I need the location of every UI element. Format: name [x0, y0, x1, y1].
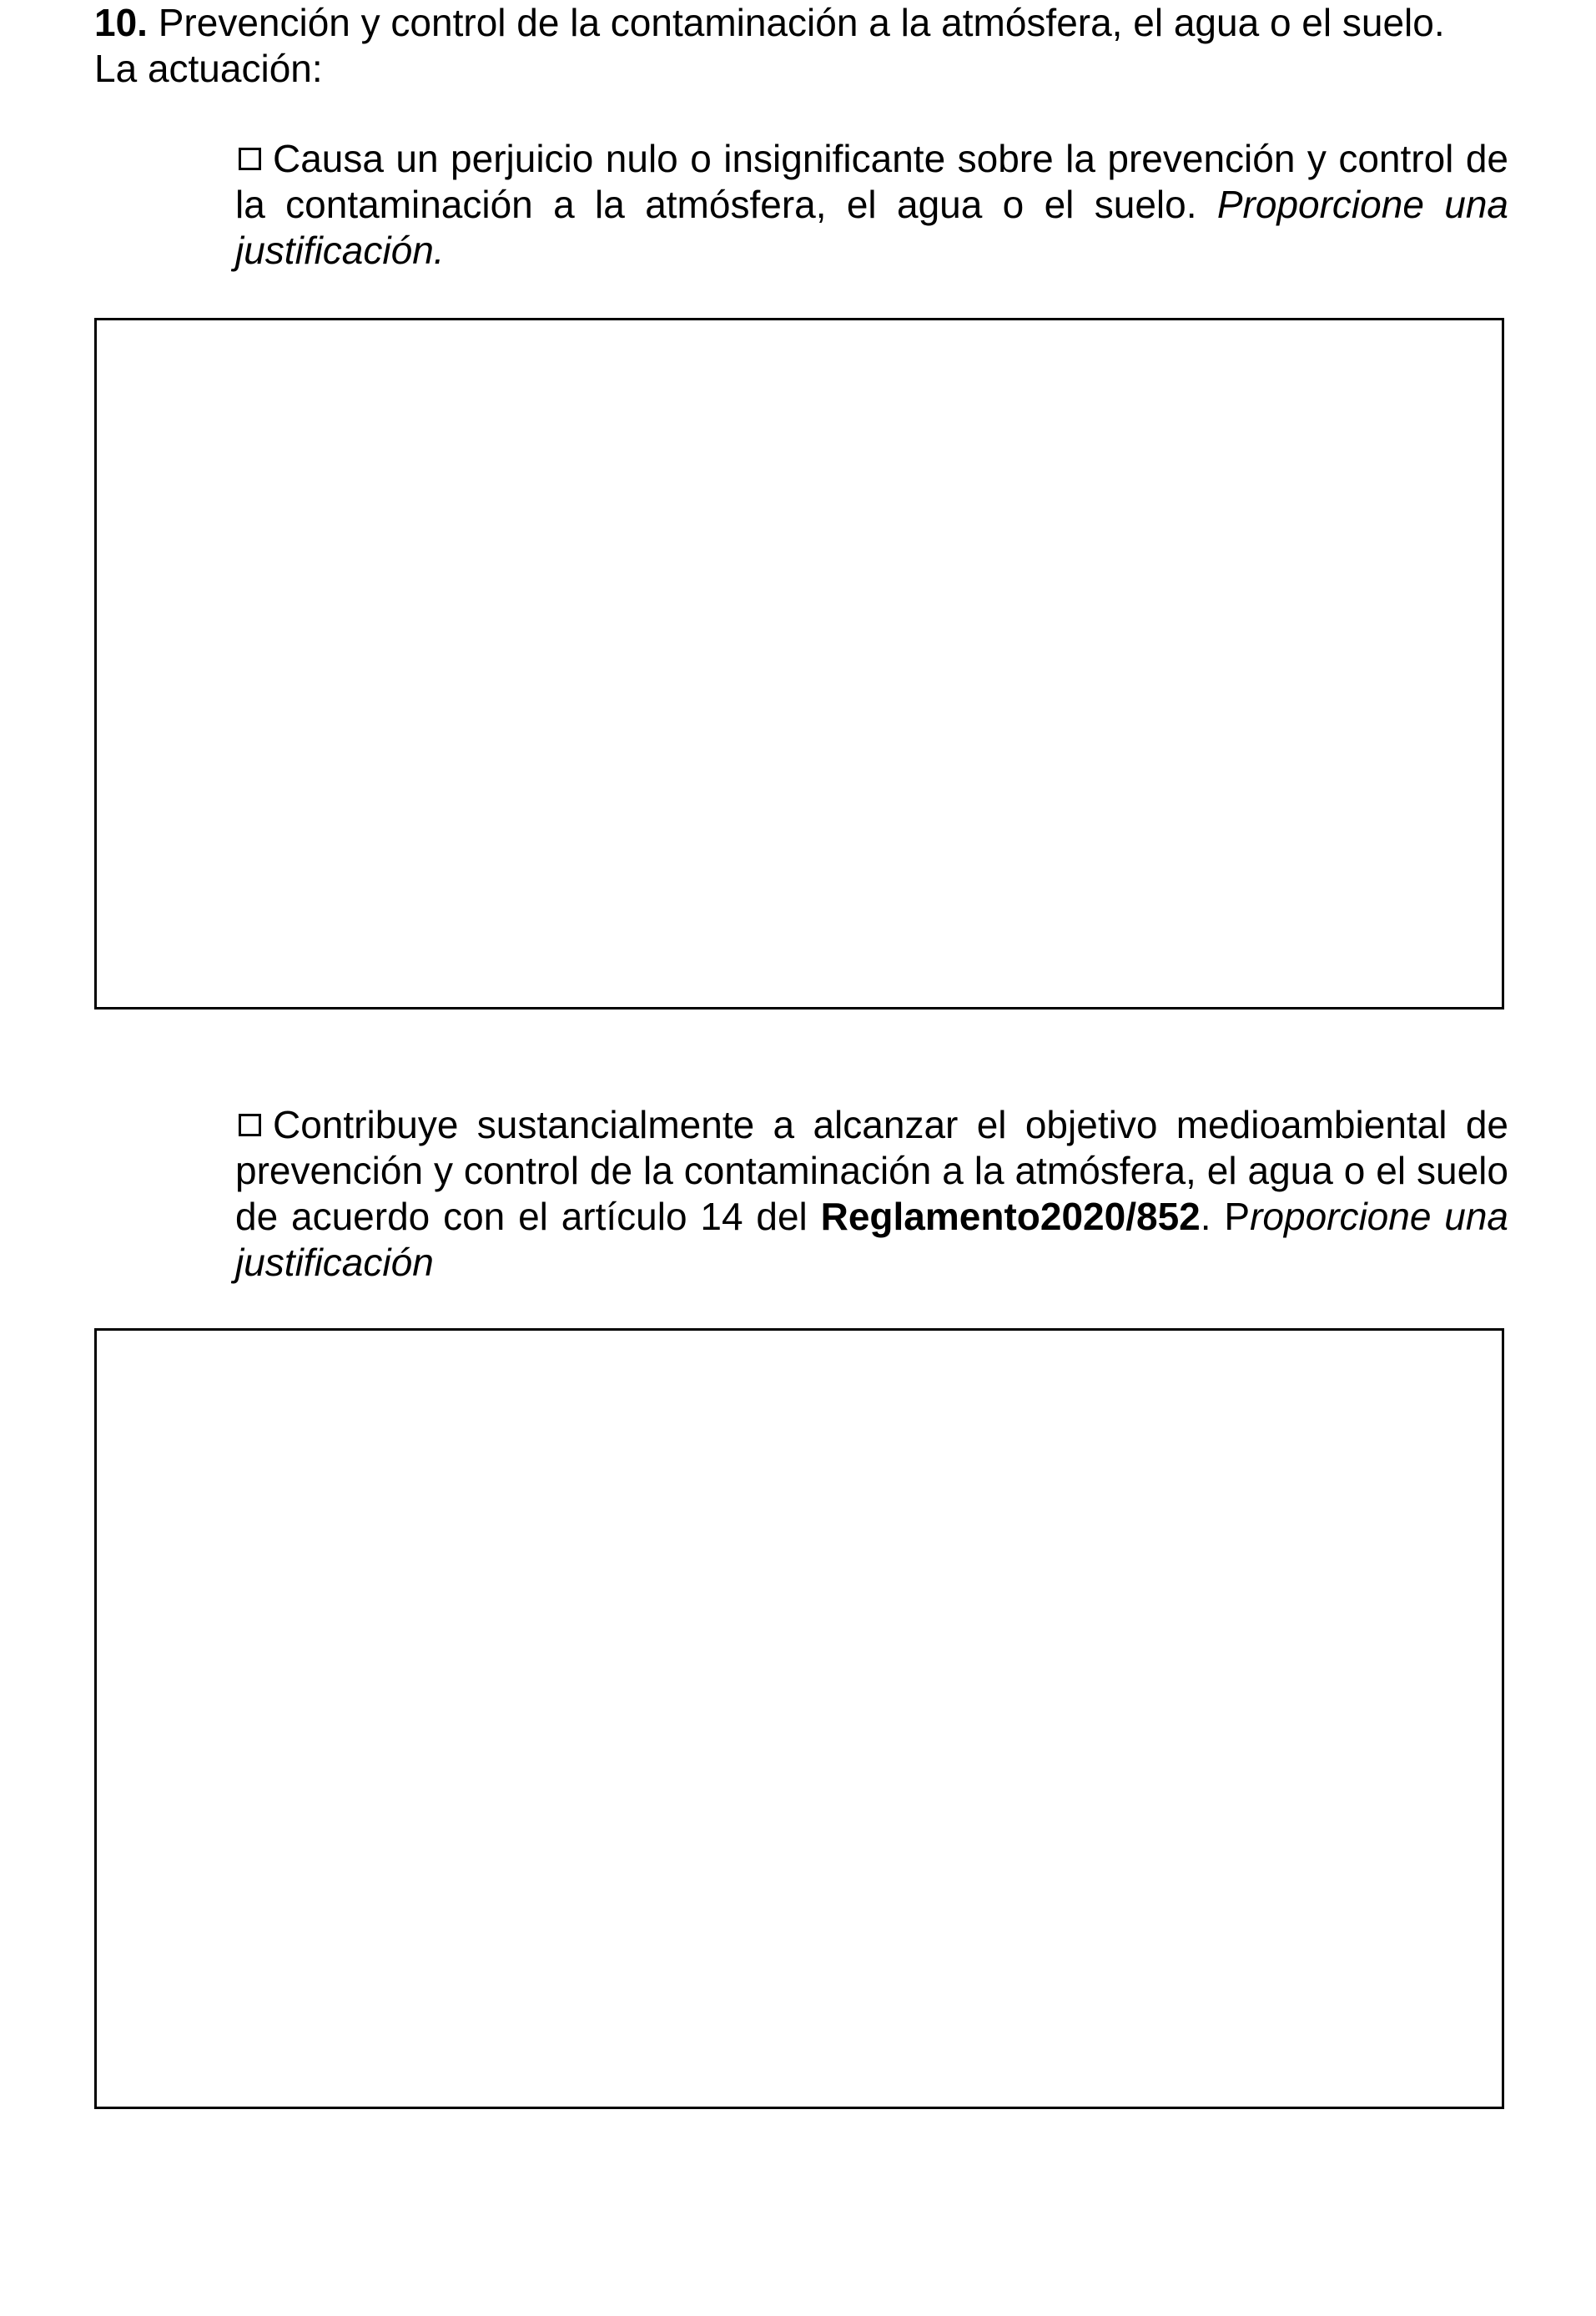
option-substantial-contribution — [235, 1102, 1508, 1286]
question-title-text: Prevención y control de la contaminación a la atmósfera, el agua o el suelo. — [158, 1, 1445, 44]
option-no-harm-prompt: Proporcione una justificación. — [235, 183, 1508, 272]
option-substantial-contribution-checkbox[interactable] — [239, 1114, 261, 1136]
question-heading — [94, 0, 1513, 92]
option-no-harm — [235, 136, 1508, 274]
option-no-harm-text: Causa un perjuicio nulo o insignificante sobre la prevención y control de la contaminación a la atmósfera, el agua o el suelo. — [235, 137, 1508, 226]
question-subtitle: La actuación: — [94, 47, 323, 90]
question-number: 10. — [94, 1, 148, 44]
option-substantial-contribution-text: Contribuye sustancialmente a alcanzar el objetivo medioambiental de prevención y control de la contaminación a la atmósfera, el agua o el suelo de acuerdo con el artículo 14 del — [235, 1103, 1508, 1238]
prompt-rest: roporcione una justificación — [235, 1195, 1509, 1284]
regulation-reference: Reglamento2020/852 — [820, 1195, 1201, 1238]
question-title — [94, 0, 1513, 46]
option-no-harm-checkbox[interactable] — [239, 148, 261, 170]
option-substantial-contribution-period: . — [1200, 1195, 1211, 1238]
prompt-first-letter: P — [1224, 1195, 1251, 1238]
justification-box-substantial-contribution[interactable] — [94, 1328, 1504, 2109]
justification-box-no-harm[interactable] — [94, 318, 1504, 1009]
